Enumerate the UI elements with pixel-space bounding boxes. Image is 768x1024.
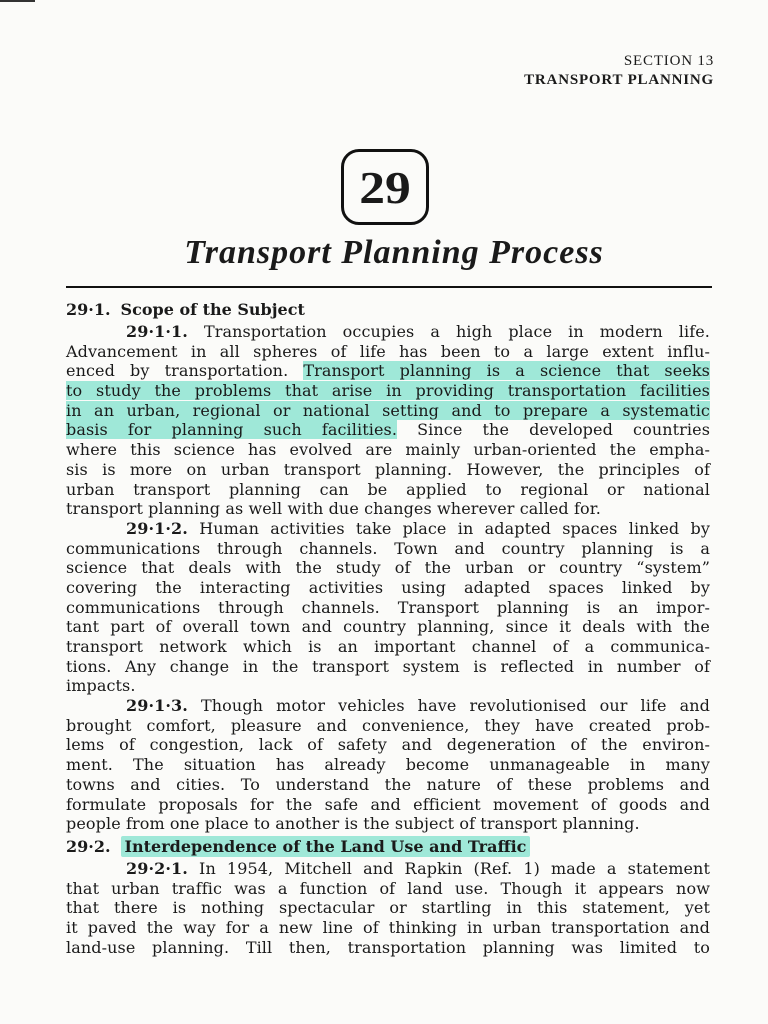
text-line	[66, 322, 710, 342]
line-text: In 1954, Mitchell and Rapkin (Ref. 1) made a statement	[199, 858, 710, 878]
highlighted-heading-text: Interdependence of the Land Use and Traffic	[121, 836, 531, 857]
text-line: land-use planning. Till then, transportation planning was limited to	[66, 937, 710, 957]
highlighted-text: in an urban, regional or national setting and to prepare a systematic	[66, 400, 710, 420]
top-edge-rule	[0, 0, 35, 2]
text-line: that urban traffic was a function of land use. Though it appears now	[66, 878, 710, 898]
text-line: brought comfort, pleasure and convenience, they have created prob-	[66, 715, 710, 735]
text-line: communications through channels. Transport planning is an impor-	[66, 597, 710, 617]
text-line: tant part of overall town and country planning, since it deals with the	[66, 617, 710, 637]
text-line: tions. Any change in the transport system is reflected in number of	[66, 656, 710, 676]
text-line: impacts.	[66, 676, 136, 696]
highlighted-text: Transport planning is a science that seeks	[303, 361, 710, 381]
line-text: Though motor vehicles have revolutionised our life and	[201, 696, 710, 716]
text-line	[66, 859, 710, 879]
text-line: communications through channels. Town and country planning is a	[66, 538, 710, 558]
chapter-number: 29	[359, 161, 411, 213]
text-line: it paved the way for a new line of thinking in urban transportation and	[66, 917, 710, 937]
text-line: people from one place to another is the subject of transport planning.	[66, 814, 640, 834]
paragraph-number: 29·1·3.	[126, 696, 188, 716]
section-name: TRANSPORT PLANNING	[524, 72, 714, 88]
line-text: enced by transportation.	[66, 361, 304, 381]
section-heading-29-2	[66, 834, 710, 859]
section-header	[524, 52, 714, 90]
text-line: ment. The situation has already become unmanageable in many	[66, 755, 710, 775]
chapter-number-box	[341, 149, 429, 225]
paragraph-number: 29·1·2.	[126, 518, 188, 538]
text-line: transport network which is an important channel of a communica-	[66, 637, 710, 656]
paragraph-number: 29·1·1.	[126, 322, 188, 341]
title-divider	[66, 286, 712, 288]
body-text	[66, 297, 710, 957]
text-line: Advancement in all spheres of life has been to a large extent influ-	[66, 341, 710, 361]
heading-text: Scope of the Subject	[120, 300, 305, 319]
heading-number: 29·2.	[66, 836, 111, 856]
highlighted-text: basis for planning such facilities.	[66, 420, 398, 440]
text-line	[66, 420, 710, 440]
text-line: where this science has evolved are mainly urban-oriented the empha-	[66, 440, 710, 460]
text-line: covering the interacting activities using adapted spaces linked by	[66, 577, 710, 597]
text-line: that there is nothing spectacular or startling in this statement, yet	[66, 898, 710, 918]
text-line: transport planning as well with due changes wherever called for.	[66, 499, 601, 519]
text-line: urban transport planning can be applied to regional or national	[66, 479, 710, 499]
heading-number: 29·1.	[66, 300, 111, 319]
section-label: SECTION 13	[623, 53, 714, 69]
paragraph-29-1-1	[66, 322, 710, 519]
text-line	[66, 519, 710, 539]
chapter-title: Transport Planning Process	[184, 234, 604, 271]
paragraph-29-1-2	[66, 519, 710, 696]
section-heading-29-1	[66, 297, 710, 322]
line-text: Human activities take place in adapted spaces linked by	[199, 518, 710, 538]
paragraph-29-1-3	[66, 696, 710, 834]
text-line	[66, 361, 710, 381]
text-line	[66, 696, 710, 716]
text-line: sis is more on urban transport planning. However, the principles of	[66, 459, 710, 479]
text-line	[66, 381, 710, 401]
text-line	[66, 401, 710, 421]
text-line: science that deals with the study of the urban or country “system”	[66, 558, 710, 578]
line-text: Since the developed countries	[397, 420, 711, 440]
text-line: formulate proposals for the safe and efficient movement of goods and	[66, 794, 710, 814]
paragraph-number: 29·2·1.	[126, 858, 188, 878]
text-line: towns and cities. To understand the nature of these problems and	[66, 774, 710, 794]
paragraph-29-2-1	[66, 859, 710, 957]
highlighted-text: to study the problems that arise in providing transportation facilities	[66, 381, 710, 401]
text-line: lems of congestion, lack of safety and degeneration of the environ-	[66, 735, 710, 755]
line-text: Transportation occupies a high place in modern life.	[203, 322, 710, 341]
